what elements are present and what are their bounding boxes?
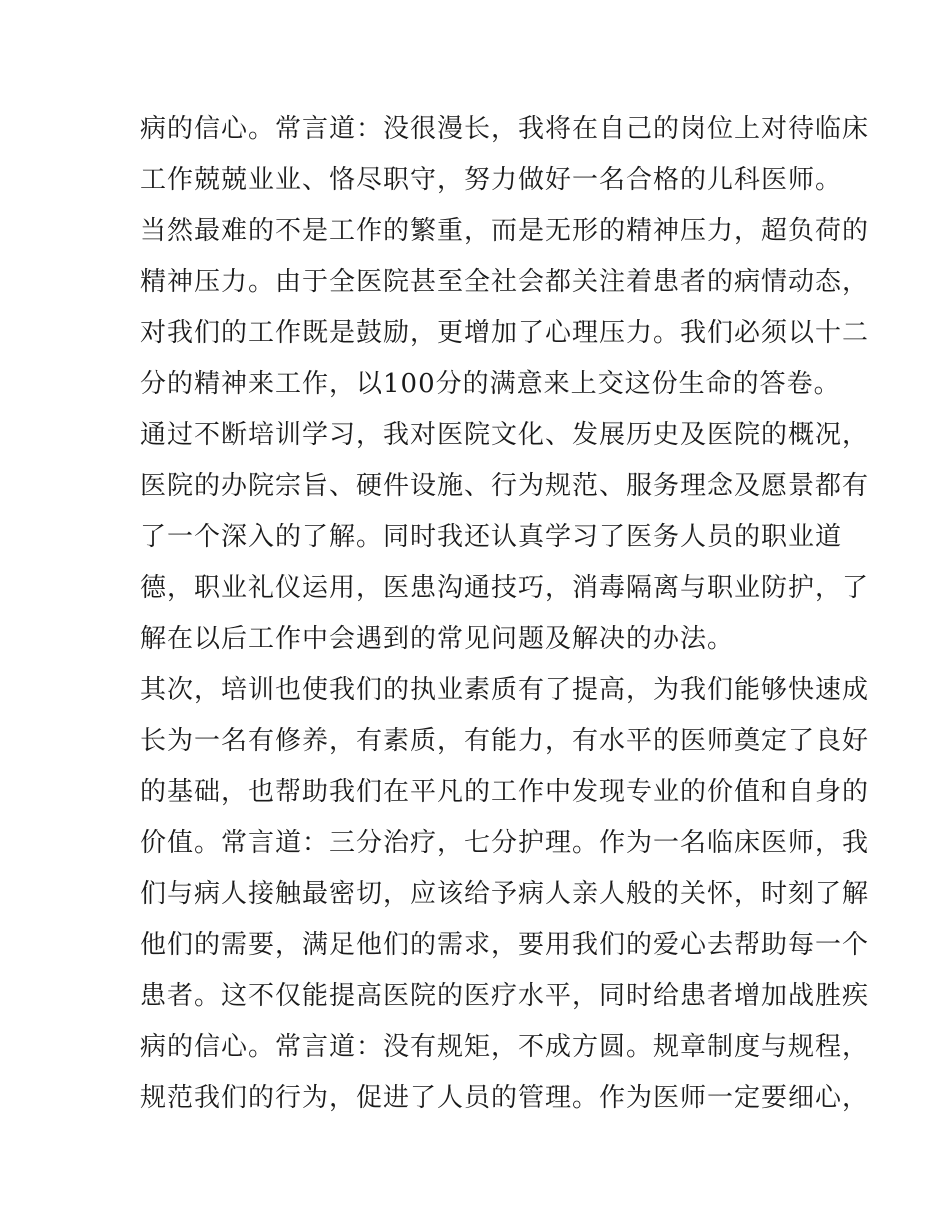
text-line-9: 了一个深入的了解。同时我还认真学习了医务人员的职业道 [140, 522, 843, 552]
text-line-19: 病的信心。常言道：没有规矩，不成方圆。规章制度与规程， [140, 1032, 870, 1062]
text-line-17: 他们的需要，满足他们的需求，要用我们的爱心去帮助每一个 [140, 930, 870, 960]
text-line-12: 其次，培训也使我们的执业素质有了提高，为我们能够快速成 [140, 675, 870, 705]
text-line-16: 们与病人接触最密切，应该给予病人亲人般的关怀，时刻了解 [140, 879, 870, 909]
text-line-4: 精神压力。由于全医院甚至全社会都关注着患者的病情动态， [140, 267, 870, 297]
text-line-2: 工作兢兢业业、恪尽职守，努力做好一名合格的儿科医师。 [140, 165, 843, 195]
text-line-8: 医院的办院宗旨、硬件设施、行为规范、服务理念及愿景都有 [140, 471, 870, 501]
text-line-15: 价值。常言道：三分治疗，七分护理。作为一名临床医师，我 [140, 828, 870, 858]
text-line-20: 规范我们的行为，促进了人员的管理。作为医师一定要细心， [140, 1083, 870, 1113]
text-line-3: 当然最难的不是工作的繁重，而是无形的精神压力，超负荷的 [140, 216, 870, 246]
text-line-11: 解在以后工作中会遇到的常见问题及解决的办法。 [140, 624, 735, 654]
text-line-18: 患者。这不仅能提高医院的医疗水平，同时给患者增加战胜疾 [140, 981, 870, 1011]
text-line-7: 通过不断培训学习，我对医院文化、发展历史及医院的概况， [140, 420, 870, 450]
text-line-10: 德，职业礼仪运用，医患沟通技巧，消毒隔离与职业防护，了 [140, 573, 870, 603]
text-line-5: 对我们的工作既是鼓励，更增加了心理压力。我们必须以十二 [140, 318, 870, 348]
text-line-13: 长为一名有修养，有素质，有能力，有水平的医师奠定了良好 [140, 726, 870, 756]
body-text [140, 104, 870, 1124]
text-line-14: 的基础，也帮助我们在平凡的工作中发现专业的价值和自身的 [140, 777, 870, 807]
text-line-1: 病的信心。常言道：没很漫长，我将在自己的岗位上对待临床 [140, 114, 870, 144]
text-line-6: 分的精神来工作，以100分的满意来上交这份生命的答卷。 [140, 369, 841, 399]
